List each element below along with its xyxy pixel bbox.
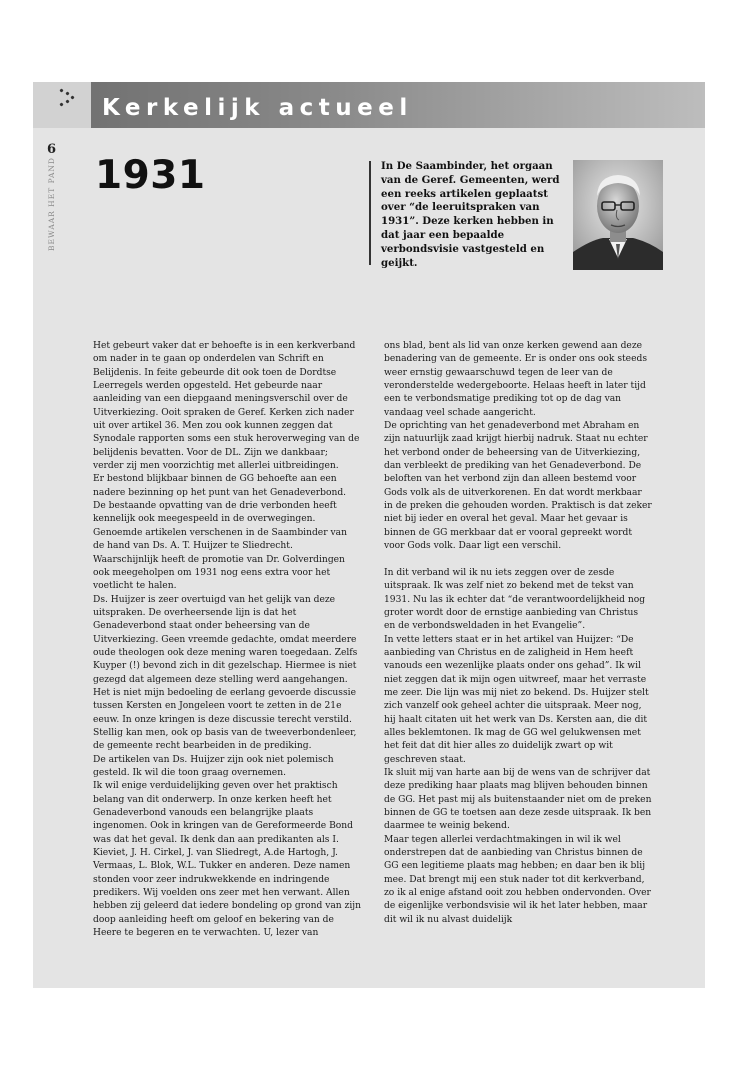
paragraph: Ik wil enige verduidelijking geven over het praktisch belang van dit onderwerp. In onze kerken heeft het Genadeverbond vanouds een belangrijke plaats ingenomen. Ook in kringen van de Gereformeerde Bond was dat het geval. Ik denk dan aan predikanten als I. Kieviet, J. H. Cirkel, J. van Sliedregt, A.de Hartogh, J. Vermaas, L. Blok, W.L. Tukker en anderen. Deze namen stonden voor zeer indrukwekkende en indringende predikers. Wij voelden ons zeer met hen verwant. Allen hebben zij geleerd dat iedere bondeling op grond van zijn doop aanleiding heeft om geloof en bekering van de Heere te begeren en te verwachten. U, lezer van bbox=[93, 781, 361, 939]
paragraph: Het is niet mijn bedoeling de eerlang gevoerde discussie tussen Kersten en Jongeleen voort te zetten in de 21e eeuw. In onze kringen is deze discussie terecht verstild. Stellig kan men, ook op basis van de tweeverbondenleer, de gemeente recht bearbeiden in de prediking. bbox=[93, 687, 357, 752]
intro-text: In De Saambinder, het orgaan van de Geref. Gemeenten, werd een reeks artikelen geplaatst over “de leeruitspraken van 1931”. Deze kerken hebben in dat jaar een bepaalde verbondsvisie vastgesteld en geijkt. bbox=[381, 160, 560, 269]
paragraph: In vette letters staat er in het artikel van Huijzer: “De aanbieding van Christus en de zaligheid in Hem heeft vanouds een wezenlijke plaats onder ons gehad”. Ik wil niet zeggen dat ik mijn ogen uitwreef, maar het verraste me zeer. Die lijn was mij niet zo bekend. Ds. Huijzer stelt zich vanzelf ook geheel achter die uitspraak. Meer nog, hij haalt citaten uit het werk van Ds. Kersten aan, die dit alles beklemtonen. Ik mag de GG wel gelukwensen met het feit dat dit hier alles zo duidelijk zwart op wit geschreven staat. bbox=[384, 634, 649, 765]
paragraph: ons blad, bent als lid van onze kerken gewend aan deze benadering van de gemeente. Er is onder ons ook steeds weer ernstig gewaarschuwd tegen de leer van de veronderstelde wedergeboorte. Helaas heeft in later tijd een te verbondsmatige prediking tot op de dag van vandaag veel schade aangericht. bbox=[384, 341, 647, 418]
paragraph: In dit verband wil ik nu iets zeggen over de zesde uitspraak. Ik was zelf niet zo bekend met de tekst van 1931. Nu las ik echter dat “de verantwoordelijkheid nog groter wordt door de ernstige aanbieding van Christus en de verbondsweldaden in het Evangelie”. bbox=[384, 567, 646, 632]
paragraph: Er bestond blijkbaar binnen de GG behoefte aan een nadere bezinning op het punt van het Genadeverbond. De bestaande opvatting van de drie verbonden heeft kennelijk ook meegespeeld in de overwegingen. bbox=[93, 474, 347, 525]
paragraph: De artikelen van Ds. Huijzer zijn ook niet polemisch gesteld. Ik wil die toon graag overnemen. bbox=[93, 754, 334, 778]
side-label: BEWAAR HET PAND bbox=[47, 157, 56, 251]
article-column-left bbox=[93, 340, 361, 940]
section-title: Kerkelijk actueel bbox=[102, 95, 413, 121]
paragraph: Het gebeurt vaker dat er behoefte is in een kerkverband om nader in te gaan op onderdelen van Schrift en Belijdenis. In feite gebeurde dit ook toen de Dordtse Leerregels werden opgesteld. Het gebeurde naar aanleiding van een diepgaand meningsverschil over de Uitverkiezing. Ooit spraken de Geref. Kerken zich nader uit over artikel 36. Men zou ook kunnen zeggen dat Synodale rapporten soms een stuk heroverweging van de belijdenis bevatten. Voor de DL. Zijn we dankbaar; verder zij men voorzichtig met allerlei uitbreidingen. bbox=[93, 341, 360, 472]
paragraph: Ik sluit mij van harte aan bij de wens van de schrijver dat deze prediking haar plaats mag blijven behouden binnen de GG. Het past mij als buitenstaander niet om de preken binnen de GG te toetsen aan deze zesde uitspraak. Ik ben daarmee te weinig bekend. bbox=[384, 768, 652, 832]
paragraph: Ds. Huijzer is zeer overtuigd van het gelijk van deze uitspraken. De overheersende lijn is dat het Genadeverbond staat onder beheersing van de Uitverkiezing. Geen vreemde gedachte, omdat meerdere oude theologen ook deze mening waren toegedaan. Zelfs Kuyper (!) bevond zich in dit gezelschap. Hiermee is niet gezegd dat algemeen deze stelling werd aangehangen. bbox=[93, 594, 358, 685]
intro-rule bbox=[369, 161, 371, 265]
paragraph: Maar tegen allerlei verdachtmakingen in wil ik wel onderstrepen dat de aanbieding van Christus binnen de GG een legitieme plaats mag hebben; en daar ben ik blij mee. Dat brengt mij een stuk nader tot dit kerkverband, zo ik al enige afstand ooit zou hebben ondervonden. Over de eigenlijke verbondsvisie wil ik het later hebben, maar dit wil ik nu alvast duidelijk bbox=[384, 834, 651, 925]
logo-icon bbox=[57, 87, 83, 111]
article-title: 1931 bbox=[95, 153, 206, 198]
page-number: 6 bbox=[47, 142, 57, 157]
article-column-right bbox=[384, 340, 652, 927]
paragraph: De oprichting van het genadeverbond met Abraham en zijn natuurlijk zaad krijgt hierbij nadruk. Staat nu echter het verbond onder de beheersing van de Uitverkiezing, dan verbleekt de prediking van het Genadeverbond. De beloften van het verbond zijn dan alleen bestemd voor Gods volk als de uitverkorenen. En dat wordt merkbaar in de preken die gehouden worden. Praktisch is dat zeker niet bij ieder en overal het geval. Maar het gevaar is binnen de GG merkbaar dat er vooral gepreekt wordt voor Gods volk. Daar ligt een verschil. bbox=[384, 421, 652, 552]
portrait-photo bbox=[573, 160, 663, 270]
paragraph: Genoemde artikelen verschenen in de Saambinder van de hand van Ds. A. T. Huijzer te Sliedrecht. Waarschijnlijk heeft de promotie van Dr. Golverdingen ook meegeholpen om 1931 nog eens extra voor het voetlicht te halen. bbox=[93, 527, 347, 592]
